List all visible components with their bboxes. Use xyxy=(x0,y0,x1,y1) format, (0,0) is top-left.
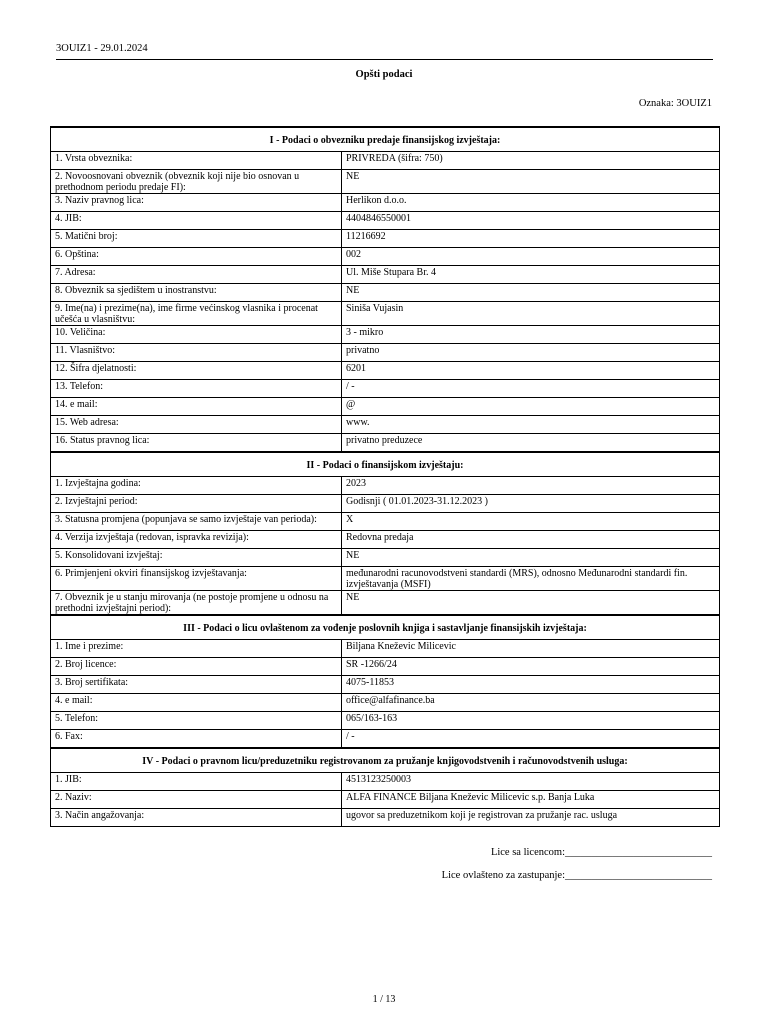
field-label: 5. Matični broj: xyxy=(51,230,342,248)
table-row xyxy=(51,152,720,170)
field-label: 2. Naziv: xyxy=(51,791,342,809)
table-row xyxy=(51,549,720,567)
field-value: NE xyxy=(342,284,720,302)
field-label: 9. Ime(na) i prezime(na), ime firme većinskog vlasnika i procenat učešća u vlasništvu: xyxy=(51,302,342,326)
table-row xyxy=(51,194,720,212)
section-header xyxy=(51,452,720,477)
field-label: 2. Izvještajni period: xyxy=(51,495,342,513)
table-row xyxy=(51,170,720,194)
field-value: Redovna predaja xyxy=(342,531,720,549)
field-value: SR -1266/24 xyxy=(342,658,720,676)
table-row xyxy=(51,284,720,302)
field-value: www. xyxy=(342,416,720,434)
field-value: privatno preduzece xyxy=(342,434,720,453)
table-row xyxy=(51,416,720,434)
table-row xyxy=(51,302,720,326)
field-label: 11. Vlasništvo: xyxy=(51,344,342,362)
field-label: 4. JIB: xyxy=(51,212,342,230)
table-row xyxy=(51,676,720,694)
field-value: Godisnji ( 01.01.2023-31.12.2023 ) xyxy=(342,495,720,513)
table-row xyxy=(51,344,720,362)
oznaka-label: Oznaka: 3OUIZ1 xyxy=(638,98,712,109)
section-header xyxy=(51,127,720,152)
field-label: 1. Vrsta obveznika: xyxy=(51,152,342,170)
field-label: 6. Primjenjeni okviri finansijskog izvještavanja: xyxy=(51,567,342,591)
table-row xyxy=(51,326,720,344)
table-row xyxy=(51,380,720,398)
field-value: 065/163-163 xyxy=(342,712,720,730)
table-row xyxy=(51,591,720,616)
section-title: IV - Podaci o pravnom licu/preduzetniku registrovanom za pružanje knjigovodstvenih i računovodstvenih usluga: xyxy=(51,748,720,773)
field-label: 4. e mail: xyxy=(51,694,342,712)
section-title: II - Podaci o finansijskom izvještaju: xyxy=(51,452,720,477)
field-label: 5. Konsolidovani izvještaj: xyxy=(51,549,342,567)
field-value: Biljana Kneževic Milicevic xyxy=(342,640,720,658)
field-label: 1. Ime i prezime: xyxy=(51,640,342,658)
table-row xyxy=(51,712,720,730)
table-row xyxy=(51,212,720,230)
table-row xyxy=(51,658,720,676)
table-row xyxy=(51,791,720,809)
table-row xyxy=(51,694,720,712)
page-number: 1 / 13 xyxy=(372,994,396,1005)
section-header xyxy=(51,615,720,640)
field-value: 3 - mikro xyxy=(342,326,720,344)
field-value: 11216692 xyxy=(342,230,720,248)
table-row xyxy=(51,773,720,791)
field-label: 5. Telefon: xyxy=(51,712,342,730)
field-value: Herlikon d.o.o. xyxy=(342,194,720,212)
field-value: / - xyxy=(342,380,720,398)
field-label: 1. JIB: xyxy=(51,773,342,791)
field-value: ugovor sa preduzetnikom koji je registrovan za pružanje rac. usluga xyxy=(342,809,720,827)
field-label: 14. e mail: xyxy=(51,398,342,416)
field-value: 6201 xyxy=(342,362,720,380)
field-value: 4404846550001 xyxy=(342,212,720,230)
general-data-table xyxy=(50,126,720,827)
page-title: Opšti podaci xyxy=(355,69,413,80)
section-header xyxy=(51,748,720,773)
table-row xyxy=(51,730,720,749)
field-value: @ xyxy=(342,398,720,416)
field-label: 3. Naziv pravnog lica: xyxy=(51,194,342,212)
table-row xyxy=(51,809,720,827)
table-row xyxy=(51,398,720,416)
table-row xyxy=(51,248,720,266)
table-row xyxy=(51,434,720,453)
table-row xyxy=(51,513,720,531)
table-row xyxy=(51,266,720,284)
table-row xyxy=(51,362,720,380)
field-label: 3. Statusna promjena (popunjava se samo izvještaje van perioda): xyxy=(51,513,342,531)
field-value: 4075-11853 xyxy=(342,676,720,694)
table-row xyxy=(51,567,720,591)
field-label: 2. Novoosnovani obveznik (obveznik koji nije bio osnovan u prethodnom periodu predaje FI): xyxy=(51,170,342,194)
field-label: 4. Verzija izvještaja (redovan, ispravka revizija): xyxy=(51,531,342,549)
licensed-person-signature-line: Lice sa licencom:____________________________ xyxy=(490,847,712,858)
field-label: 6. Fax: xyxy=(51,730,342,749)
field-label: 15. Web adresa: xyxy=(51,416,342,434)
field-value: NE xyxy=(342,170,720,194)
field-label: 10. Veličina: xyxy=(51,326,342,344)
table-row xyxy=(51,495,720,513)
field-label: 1. Izvještajna godina: xyxy=(51,477,342,495)
field-value: office@alfafinance.ba xyxy=(342,694,720,712)
table-row xyxy=(51,531,720,549)
field-label: 6. Opština: xyxy=(51,248,342,266)
field-value: PRIVREDA (šifra: 750) xyxy=(342,152,720,170)
field-value: / - xyxy=(342,730,720,749)
field-value: 2023 xyxy=(342,477,720,495)
field-label: 2. Broj licence: xyxy=(51,658,342,676)
field-value: međunarodni racunovodstveni standardi (MRS), odnosno Međunarodni standardi fin. izvještavanja (MSFI) xyxy=(342,567,720,591)
field-value: privatno xyxy=(342,344,720,362)
field-label: 8. Obveznik sa sjedištem u inostranstvu: xyxy=(51,284,342,302)
field-label: 13. Telefon: xyxy=(51,380,342,398)
field-value: Ul. Miše Stupara Br. 4 xyxy=(342,266,720,284)
field-label: 16. Status pravnog lica: xyxy=(51,434,342,453)
field-value: X xyxy=(342,513,720,531)
header-divider xyxy=(56,59,713,60)
field-label: 7. Adresa: xyxy=(51,266,342,284)
field-value: 002 xyxy=(342,248,720,266)
field-value: Siniša Vujasin xyxy=(342,302,720,326)
field-value: NE xyxy=(342,591,720,616)
field-value: ALFA FINANCE Biljana Kneževic Milicevic s.p. Banja Luka xyxy=(342,791,720,809)
field-value: NE xyxy=(342,549,720,567)
section-title: III - Podaci o licu ovlaštenom za vođenje poslovnih knjiga i sastavljanje finansijskih izvještaja: xyxy=(51,615,720,640)
section-title: I - Podaci o obvezniku predaje finansijskog izvještaja: xyxy=(51,127,720,152)
table-row xyxy=(51,640,720,658)
document-id: 3OUIZ1 - 29.01.2024 xyxy=(56,43,148,54)
field-label: 3. Način angažovanja: xyxy=(51,809,342,827)
authorized-person-signature-line: Lice ovlašteno za zastupanje:____________________________ xyxy=(441,870,712,881)
field-label: 3. Broj sertifikata: xyxy=(51,676,342,694)
field-value: 4513123250003 xyxy=(342,773,720,791)
table-row xyxy=(51,477,720,495)
field-label: 7. Obveznik je u stanju mirovanja (ne postoje promjene u odnosu na prethodni izvještajni period): xyxy=(51,591,342,616)
table-row xyxy=(51,230,720,248)
field-label: 12. Šifra djelatnosti: xyxy=(51,362,342,380)
